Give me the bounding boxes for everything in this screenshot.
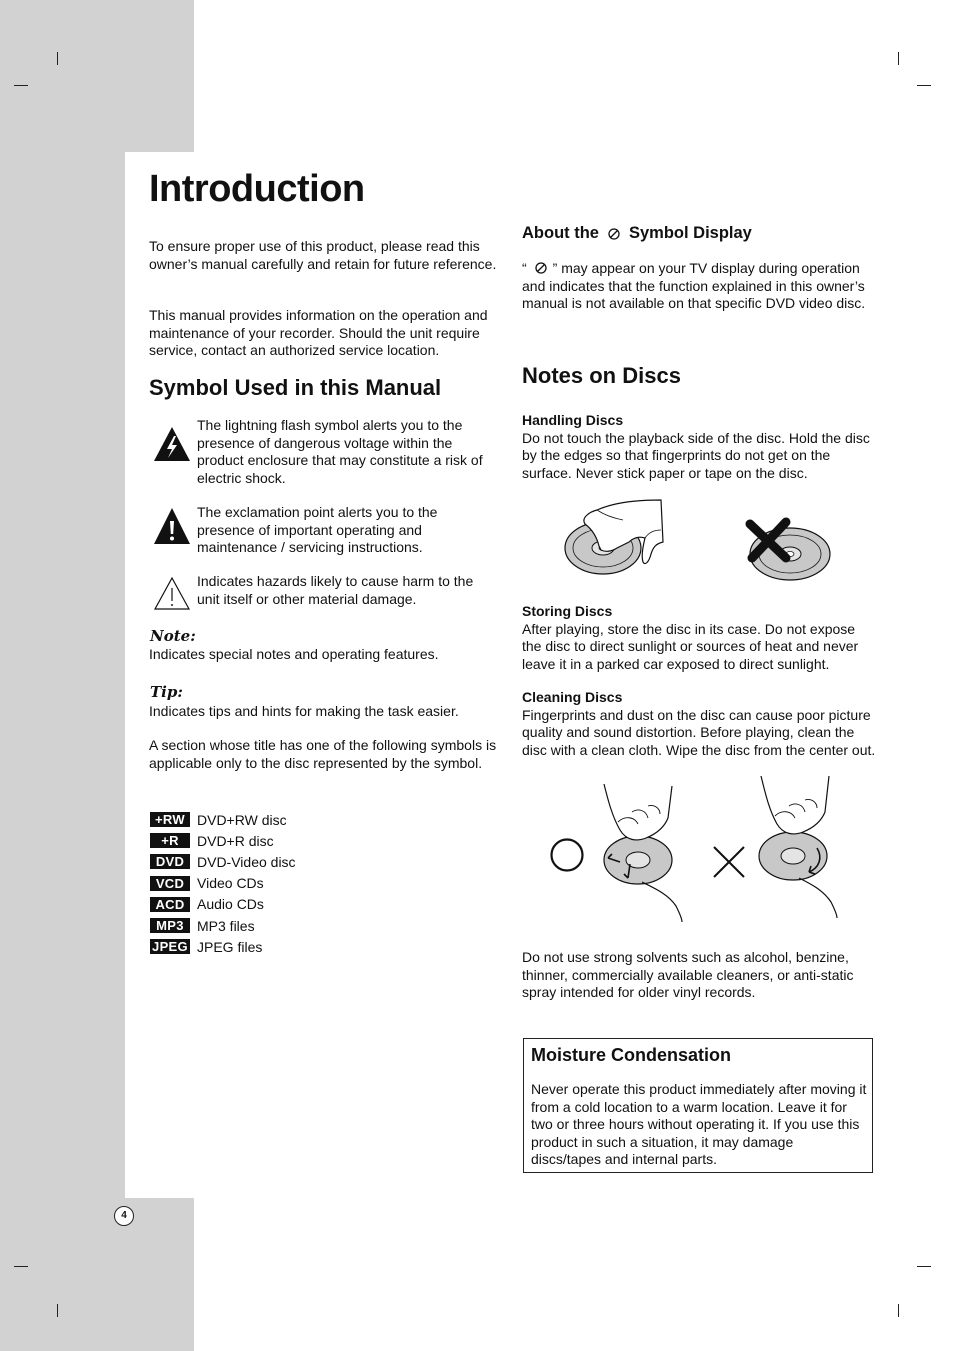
crop-mark <box>898 52 899 65</box>
crop-mark <box>917 1266 931 1267</box>
crop-mark <box>917 85 931 86</box>
about-symbol-text: “ ” may appear on your TV display during operation and indicates that the function explained in this owner’s manual is not available on that specific DVD video disc. <box>522 260 866 311</box>
lightning-warning-icon <box>153 426 191 462</box>
disc-handling-incorrect-illustration <box>742 516 834 586</box>
crop-mark <box>898 1304 899 1317</box>
note-text: Indicates special notes and operating features. <box>149 646 439 662</box>
notes-on-discs-heading: Notes on Discs <box>522 363 681 388</box>
symbol-row: Indicates hazards likely to cause harm to the unit itself or other material damage. <box>149 573 501 613</box>
tip-label: Tip: <box>150 683 183 701</box>
list-item: DVD DVD-Video disc <box>150 851 296 872</box>
page-number: 4 <box>114 1206 134 1226</box>
moisture-condensation-box <box>523 1038 873 1173</box>
symbol-row: The lightning flash symbol alerts you to the presence of dangerous voltage within the product enclosure that may constitute a risk of electric shock. <box>149 417 501 487</box>
list-item: +RW DVD+RW disc <box>150 809 296 830</box>
list-item: JPEG JPEG files <box>150 936 296 957</box>
list-item: MP3 MP3 files <box>150 915 296 936</box>
disc-badge: MP3 <box>150 918 190 933</box>
moisture-heading: Moisture Condensation <box>531 1045 732 1065</box>
storing-discs-section: Storing Discs After playing, store the disc in its case. Do not expose the disc to direct sunlight or sources of heat and never leave it in a parked car exposed to direct sunlight. <box>522 603 859 672</box>
disc-badge: VCD <box>150 876 190 891</box>
crop-mark <box>14 1266 28 1267</box>
cleaning-discs-section: Cleaning Discs Fingerprints and dust on the disc can cause poor picture quality and sound distortion. Before playing, clean the disc with a clean cloth. Wipe the disc from the center out. <box>522 689 876 758</box>
disc-badge: JPEG <box>150 939 190 954</box>
crop-mark <box>57 52 58 65</box>
disc-badge: ACD <box>150 897 190 912</box>
note-label: Note: <box>150 627 196 645</box>
tip-text: Indicates tips and hints for making the task easier. <box>149 703 459 719</box>
page-margin-top <box>0 0 194 152</box>
disc-badge: +R <box>150 833 190 848</box>
prohibited-symbol-icon <box>535 262 547 274</box>
symbol-row: The exclamation point alerts you to the presence of important operating and maintenance / servicing instructions. <box>149 504 501 559</box>
about-symbol-heading: About the Symbol Display <box>522 224 752 242</box>
crop-mark <box>57 1304 58 1317</box>
disc-symbol-list <box>150 809 296 957</box>
crop-mark <box>14 85 28 86</box>
page-title: Introduction <box>149 168 365 210</box>
disc-cleaning-incorrect-illustration <box>753 772 845 918</box>
list-item: ACD Audio CDs <box>150 894 296 915</box>
disc-badge: +RW <box>150 812 190 827</box>
correct-circle-icon <box>548 836 586 874</box>
page-margin-left <box>0 152 125 1198</box>
prohibited-symbol-icon <box>608 228 620 240</box>
exclamation-warning-icon <box>153 507 191 545</box>
incorrect-cross-icon <box>710 843 748 881</box>
intro-paragraph: To ensure proper use of this product, please read this owner’s manual carefully and retain for future reference. <box>149 238 497 272</box>
list-item: VCD Video CDs <box>150 873 296 894</box>
section-symbols-paragraph: A section whose title has one of the following symbols is applicable only to the disc represented by the symbol. <box>149 737 497 771</box>
symbols-heading: Symbol Used in this Manual <box>149 375 442 400</box>
disc-handling-correct-illustration <box>563 498 668 584</box>
disc-cleaning-correct-illustration <box>598 782 690 922</box>
list-item: +R DVD+R disc <box>150 830 296 851</box>
caution-triangle-icon <box>153 577 191 611</box>
handling-discs-section: Handling Discs Do not touch the playback side of the disc. Hold the disc by the edges so that fingerprints do not get on the surface. Never stick paper or tape on the disc. <box>522 412 870 481</box>
intro-paragraph: This manual provides information on the operation and maintenance of your recorder. Should the unit require service, contact an authorized service location. <box>149 307 488 358</box>
disc-badge: DVD <box>150 854 190 869</box>
page-margin-bottom <box>0 1198 194 1351</box>
moisture-text: Never operate this product immediately after moving it from a cold location to a warm location. Leave it for two or three hours without operating it. If you use this product in such a situation, it may damage discs/tapes and internal parts. <box>531 1081 867 1167</box>
solvents-warning-text: Do not use strong solvents such as alcohol, benzine, thinner, commercially available cleaners, or anti-static spray intended for older vinyl records. <box>522 949 854 1000</box>
